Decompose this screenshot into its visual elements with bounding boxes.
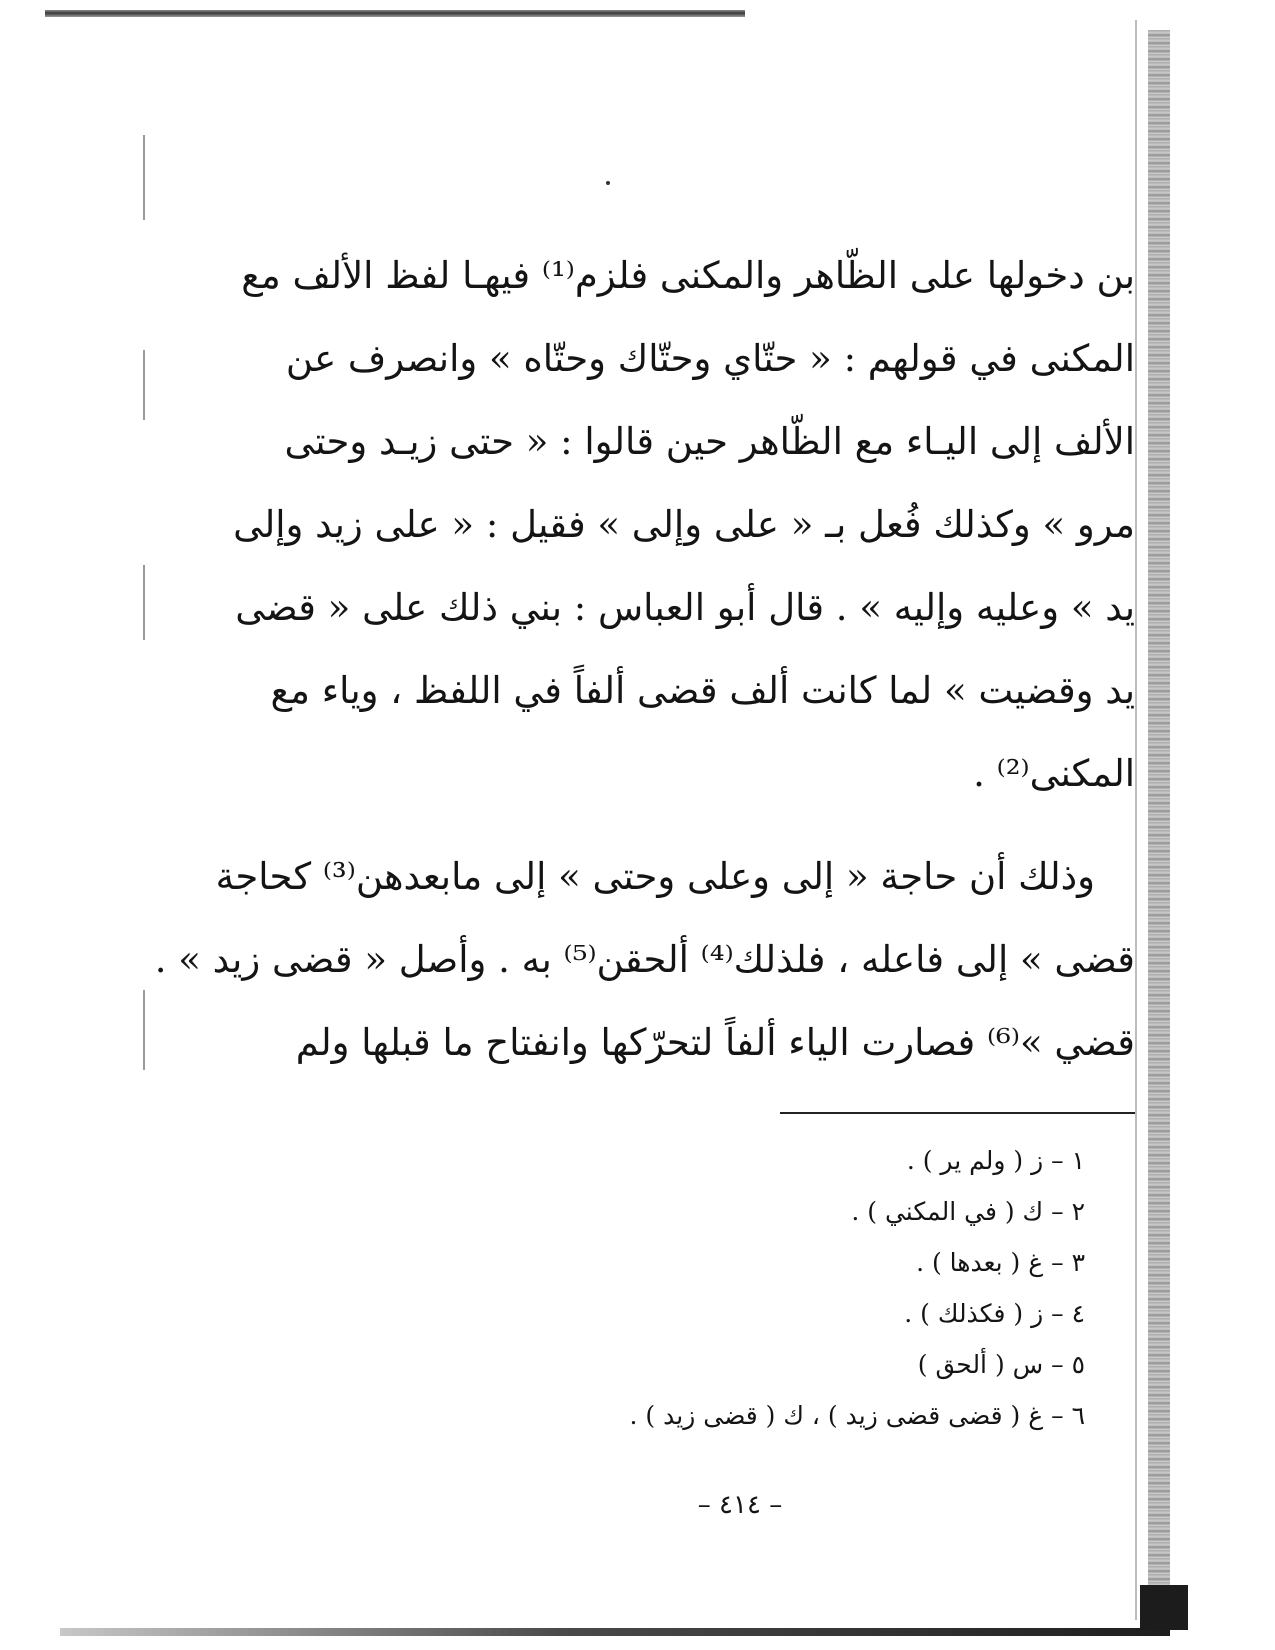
text-line: المكنى⁽²⁾ . [973, 752, 1135, 795]
footnote: ١ – ز ( ولم ير ) . [906, 1146, 1085, 1175]
text-line: بن دخولها على الظّاهر والمكنى فلزم⁽¹⁾ فيهـا لفظ الألف مع [241, 254, 1135, 297]
footnote: ٢ – ك ( في المكني ) . [851, 1197, 1085, 1226]
text-line: قضى » إلى فاعله ، فلذلك⁽⁴⁾ ألحقن⁽⁵⁾ به . وأصل « قضى زيد » . [154, 938, 1135, 981]
text-line: المكنى في قولهم : « حتّاي وحتّاك وحتّاه » وانصرف عن [285, 337, 1135, 380]
text-line: قضي »⁽⁶⁾ فصارت الياء ألفاً لتحرّكها وانفتاح ما قبلها ولم [295, 1021, 1135, 1064]
footnote: ٣ – غ ( بعدها ) . [916, 1248, 1085, 1277]
text-line: يد وقضيت » لما كانت ألف قضى ألفاً في اللفظ ، وياء مع [270, 669, 1135, 712]
scan-margin-mark [143, 990, 145, 1070]
text-line: يد » وعليه وإليه » . قال أبو العباس : بني ذلك على « قضى [235, 586, 1135, 629]
main-text [154, 234, 1135, 1084]
scan-margin-mark [143, 565, 145, 640]
scan-margin-mark [143, 350, 145, 420]
text-line: مرو » وكذلك فُعل بـ « على وإلى » فقيل : « على زيد وإلى [233, 503, 1135, 546]
footnote: ٤ – ز ( فكذلك ) . [904, 1299, 1085, 1328]
footnote: ٦ – غ ( قضى قضى زيد ) ، ك ( قضى زيد ) . [629, 1401, 1085, 1430]
text-line: الألف إلى اليـاء مع الظّاهر حين قالوا : « حتى زيـد وحتى [284, 420, 1135, 463]
scan-bottom-edge [60, 1628, 1170, 1636]
scan-corner-mark [1140, 1585, 1188, 1630]
paragraph-gap [345, 815, 1135, 835]
footnote: ٥ – س ( ألحق ) [917, 1350, 1085, 1379]
binding-shadow [1148, 30, 1170, 1610]
scan-speck [606, 181, 610, 185]
page-number: – ٤١٤ – [697, 1490, 783, 1520]
scan-top-edge [45, 10, 745, 17]
footnote-separator [780, 1112, 1135, 1114]
scan-margin-mark [143, 135, 145, 220]
footnotes [560, 1135, 1085, 1441]
binding-edge-line [1135, 20, 1137, 1620]
text-line: وذلك أن حاجة « إلى وعلى وحتى » إلى مابعدهن⁽³⁾ كحاجة [215, 855, 1095, 898]
